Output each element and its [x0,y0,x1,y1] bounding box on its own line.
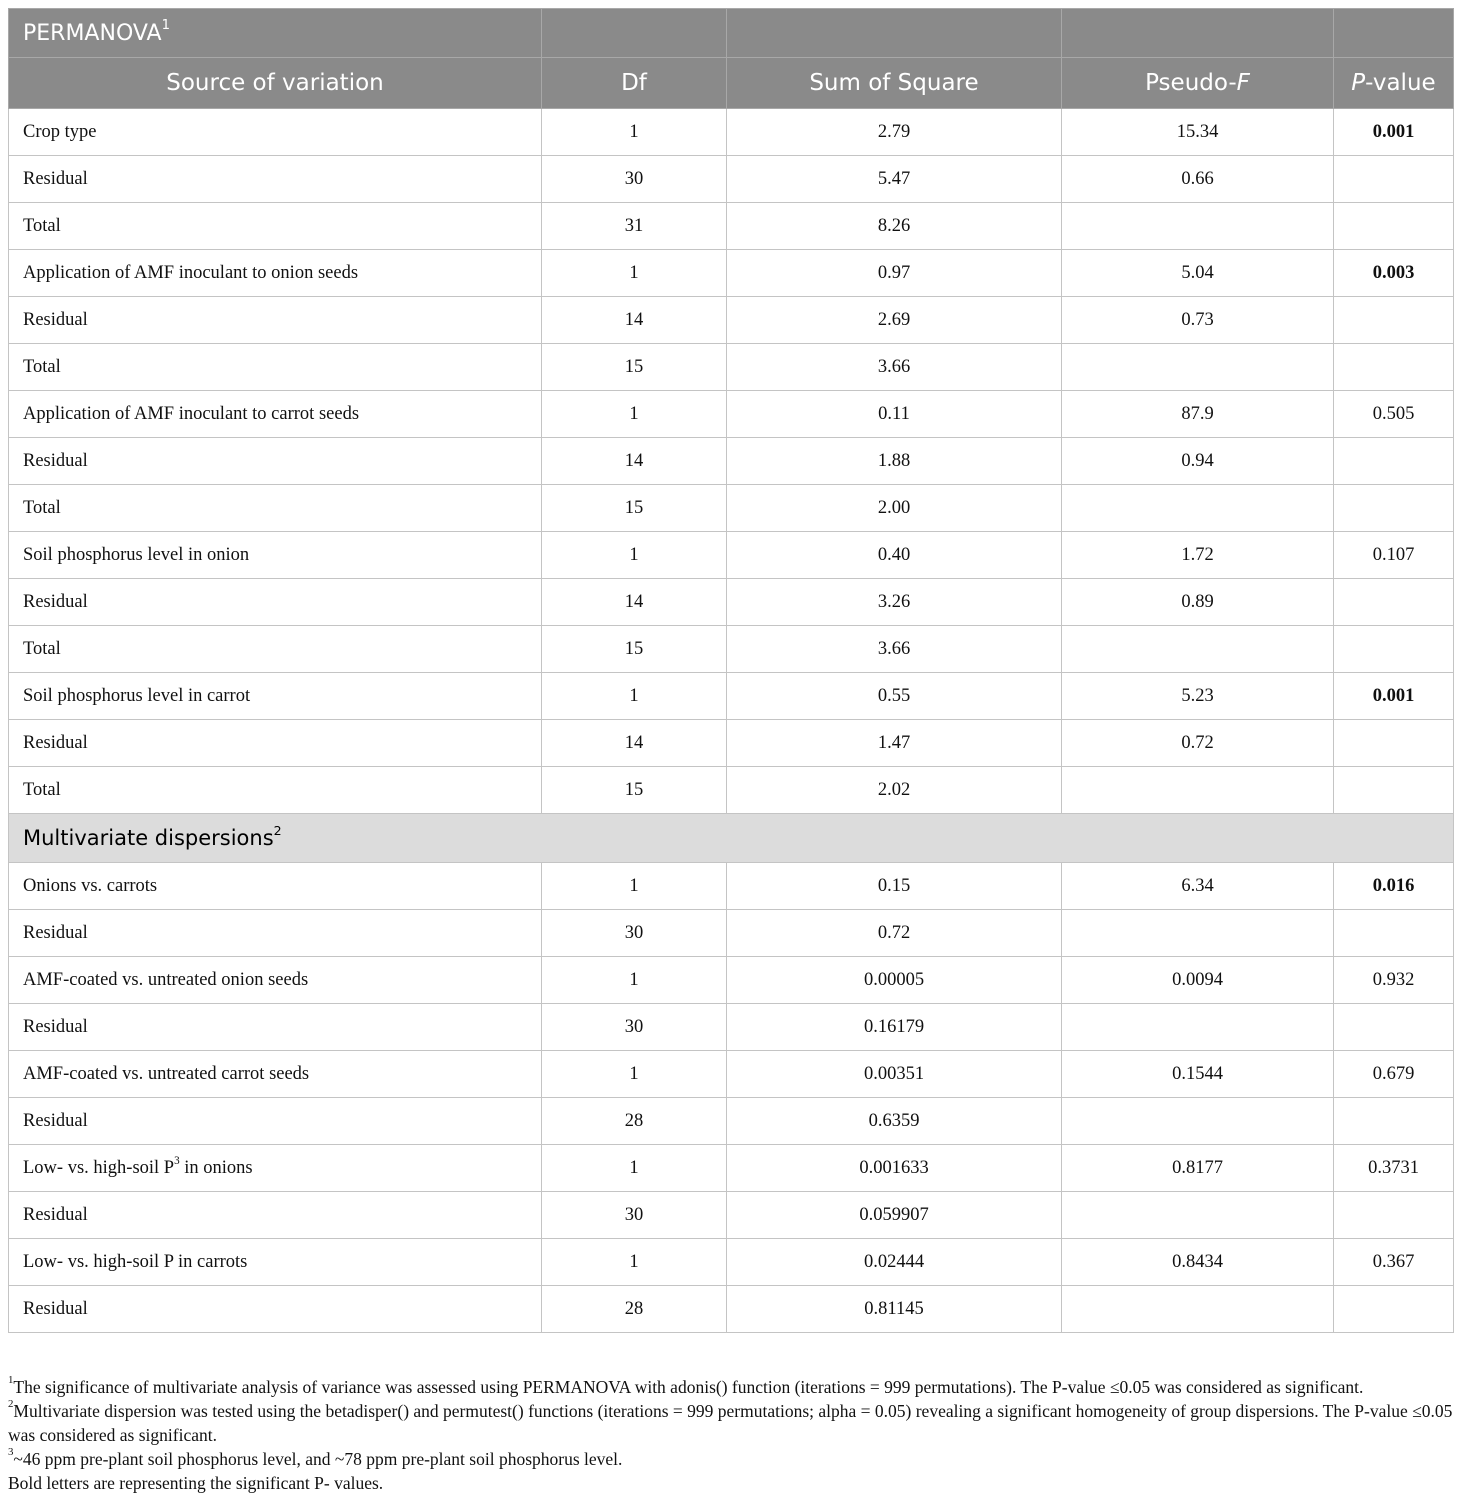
cell-df: 1 [542,1145,727,1192]
cell-sum-of-square: 0.00005 [727,957,1062,1004]
cell-p-value [1334,297,1454,344]
cell-p-value: 0.107 [1334,532,1454,579]
permanova-section-header [9,9,1454,58]
cell-df: 30 [542,1004,727,1051]
footnote-3: $^3$~46 ppm pre-plant soil phosphorus level, and ~78 ppm pre-plant soil phosphorus level. [8,1446,623,1469]
cell-pseudo-f: 15.34 [1062,109,1334,156]
table-row [9,438,1454,485]
cell-pseudo-f: 0.72 [1062,720,1334,767]
cell-sum-of-square: 0.059907 [727,1192,1062,1239]
cell-df: 30 [542,910,727,957]
cell-sum-of-square: 2.02 [727,767,1062,814]
table-row [9,767,1454,814]
cell-p-value: 0.932 [1334,957,1454,1004]
table-row [9,1192,1454,1239]
cell-source: Total [9,203,542,250]
cell-df: 14 [542,438,727,485]
cell-df: 28 [542,1098,727,1145]
cell-pseudo-f [1062,1192,1334,1239]
cell-source: Crop type [9,109,542,156]
cell-source: AMF-coated vs. untreated carrot seeds [9,1051,542,1098]
table-row [9,1004,1454,1051]
cell-sum-of-square: 1.88 [727,438,1062,485]
cell-sum-of-square: 0.00351 [727,1051,1062,1098]
cell-sum-of-square: 0.81145 [727,1286,1062,1333]
cell-source: Residual [9,297,542,344]
cell-p-value [1334,579,1454,626]
cell-p-value [1334,1098,1454,1145]
cell-df: 1 [542,1239,727,1286]
cell-pseudo-f: 5.04 [1062,250,1334,297]
dispersion-body [9,863,1454,1333]
cell-source: Total [9,485,542,532]
table-row [9,1051,1454,1098]
permanova-title: PERMANOVA [23,20,162,46]
cell-df: 1 [542,532,727,579]
cell-p-value [1334,626,1454,673]
footnote-ref-1: 1 [161,18,170,34]
cell-pseudo-f: 0.89 [1062,579,1334,626]
table-row [9,863,1454,910]
cell-pseudo-f: 0.66 [1062,156,1334,203]
cell-source: Soil phosphorus level in carrot [9,673,542,720]
cell-sum-of-square: 3.66 [727,626,1062,673]
footnote-4: Bold letters are representing the significant P- values. [8,1473,384,1493]
cell-pseudo-f [1062,344,1334,391]
cell-sum-of-square: 0.16179 [727,1004,1062,1051]
cell-pseudo-f [1062,1098,1334,1145]
cell-sum-of-square: 3.26 [727,579,1062,626]
cell-source: Residual [9,1098,542,1145]
table-row [9,485,1454,532]
cell-source: Residual [9,438,542,485]
table-row [9,250,1454,297]
cell-sum-of-square: 0.02444 [727,1239,1062,1286]
cell-source: Residual [9,579,542,626]
cell-sum-of-square: 0.6359 [727,1098,1062,1145]
cell-source: Residual [9,720,542,767]
cell-df: 1 [542,957,727,1004]
table-row [9,109,1454,156]
cell-source: AMF-coated vs. untreated onion seeds [9,957,542,1004]
cell-p-value [1334,344,1454,391]
cell-sum-of-square: 8.26 [727,203,1062,250]
cell-pseudo-f: 0.73 [1062,297,1334,344]
cell-sum-of-square: 0.55 [727,673,1062,720]
table-row [9,1239,1454,1286]
cell-df: 15 [542,485,727,532]
cell-source: Residual [9,1286,542,1333]
table-row [9,673,1454,720]
cell-pseudo-f [1062,626,1334,673]
cell-p-value [1334,438,1454,485]
cell-p-value [1334,720,1454,767]
cell-pseudo-f: 5.23 [1062,673,1334,720]
cell-source: Total [9,767,542,814]
cell-p-value [1334,1004,1454,1051]
cell-sum-of-square: 0.72 [727,910,1062,957]
cell-p-value: 0.367 [1334,1239,1454,1286]
cell-df: 14 [542,720,727,767]
cell-pseudo-f [1062,485,1334,532]
table-row [9,957,1454,1004]
cell-pseudo-f: 1.72 [1062,532,1334,579]
dispersion-title: Multivariate dispersions [23,826,274,850]
cell-pseudo-f: 6.34 [1062,863,1334,910]
table-row [9,626,1454,673]
cell-p-value: 0.001 [1334,109,1454,156]
cell-p-value [1334,767,1454,814]
cell-p-value: 0.679 [1334,1051,1454,1098]
cell-p-value: 0.003 [1334,250,1454,297]
cell-df: 1 [542,250,727,297]
cell-sum-of-square: 1.47 [727,720,1062,767]
permanova-table [8,8,1454,1333]
cell-df: 1 [542,109,727,156]
cell-pseudo-f: 0.94 [1062,438,1334,485]
cell-df: 28 [542,1286,727,1333]
cell-df: 31 [542,203,727,250]
cell-df: 15 [542,626,727,673]
header-df: Df [542,58,727,109]
cell-df: 1 [542,673,727,720]
cell-pseudo-f [1062,1004,1334,1051]
cell-df: 15 [542,767,727,814]
permanova-body [9,109,1454,814]
cell-source: Low- vs. high-soil P in carrots [9,1239,542,1286]
cell-source: Total [9,626,542,673]
table-row [9,344,1454,391]
cell-p-value [1334,156,1454,203]
header-source: Source of variation [9,58,542,109]
cell-p-value: 0.3731 [1334,1145,1454,1192]
cell-p-value [1334,1192,1454,1239]
dispersion-section-header [9,814,1454,863]
footnote-ref-3: 3 [174,1154,180,1167]
cell-pseudo-f: 0.1544 [1062,1051,1334,1098]
header-p-value: P-value [1334,58,1454,109]
cell-p-value: 0.016 [1334,863,1454,910]
cell-pseudo-f: 0.0094 [1062,957,1334,1004]
cell-p-value: 0.505 [1334,391,1454,438]
table-row [9,532,1454,579]
cell-pseudo-f [1062,910,1334,957]
cell-p-value [1334,203,1454,250]
table-row [9,391,1454,438]
cell-p-value [1334,910,1454,957]
cell-source: Soil phosphorus level in onion [9,532,542,579]
cell-df: 14 [542,297,727,344]
cell-p-value: 0.001 [1334,673,1454,720]
table-row [9,720,1454,767]
table-footnotes [8,1375,1456,1495]
cell-sum-of-square: 3.66 [727,344,1062,391]
table-row [9,1145,1454,1192]
table-row [9,297,1454,344]
column-header-row [9,58,1454,109]
cell-sum-of-square: 0.40 [727,532,1062,579]
anova-table-container [8,8,1453,1333]
cell-df: 1 [542,1051,727,1098]
cell-source: Low- vs. high-soil $P^3$ in onions [9,1145,542,1192]
cell-source: Application of AMF inoculant to onion seeds [9,250,542,297]
cell-source: Onions vs. carrots [9,863,542,910]
cell-p-value [1334,1286,1454,1333]
cell-p-value [1334,485,1454,532]
header-ss: Sum of Square [727,58,1062,109]
cell-df: 1 [542,863,727,910]
footnote-ref-2: 2 [273,823,282,839]
table-row [9,1098,1454,1145]
cell-pseudo-f [1062,767,1334,814]
cell-sum-of-square: 0.15 [727,863,1062,910]
footnote-2: $^2$Multivariate dispersion was tested using the betadisper() and permutest() functions (iterations = 999 permutations; alpha = 0.05) revealing a significant homogeneity of group dispersions. The P-value ≤0.05 was considered as significant. [8,1398,1453,1445]
cell-sum-of-square: 2.79 [727,109,1062,156]
cell-pseudo-f [1062,1286,1334,1333]
cell-source: Residual [9,1192,542,1239]
footnote-1: $^1$The significance of multivariate analysis of variance was assessed using PERMANOVA with adonis() function (iterations = 999 permutations). The P-value ≤0.05 was considered as significant. [8,1374,1364,1397]
permanova-title-cell [9,9,542,58]
cell-pseudo-f: 0.8177 [1062,1145,1334,1192]
table-row [9,579,1454,626]
cell-df: 30 [542,156,727,203]
table-row [9,910,1454,957]
cell-sum-of-square: 2.69 [727,297,1062,344]
cell-sum-of-square: 2.00 [727,485,1062,532]
cell-pseudo-f [1062,203,1334,250]
cell-sum-of-square: 0.97 [727,250,1062,297]
cell-source: Total [9,344,542,391]
cell-df: 30 [542,1192,727,1239]
cell-sum-of-square: 5.47 [727,156,1062,203]
cell-source: Application of AMF inoculant to carrot seeds [9,391,542,438]
cell-df: 14 [542,579,727,626]
cell-source: Residual [9,1004,542,1051]
table-row [9,156,1454,203]
cell-source: Residual [9,156,542,203]
cell-df: 1 [542,391,727,438]
cell-sum-of-square: 0.11 [727,391,1062,438]
cell-df: 15 [542,344,727,391]
dispersion-title-cell [9,814,1454,863]
cell-sum-of-square: 0.001633 [727,1145,1062,1192]
table-row [9,203,1454,250]
table-row [9,1286,1454,1333]
header-pseudo-f: Pseudo-F [1062,58,1334,109]
cell-pseudo-f: 0.8434 [1062,1239,1334,1286]
cell-source: Residual [9,910,542,957]
cell-pseudo-f: 87.9 [1062,391,1334,438]
